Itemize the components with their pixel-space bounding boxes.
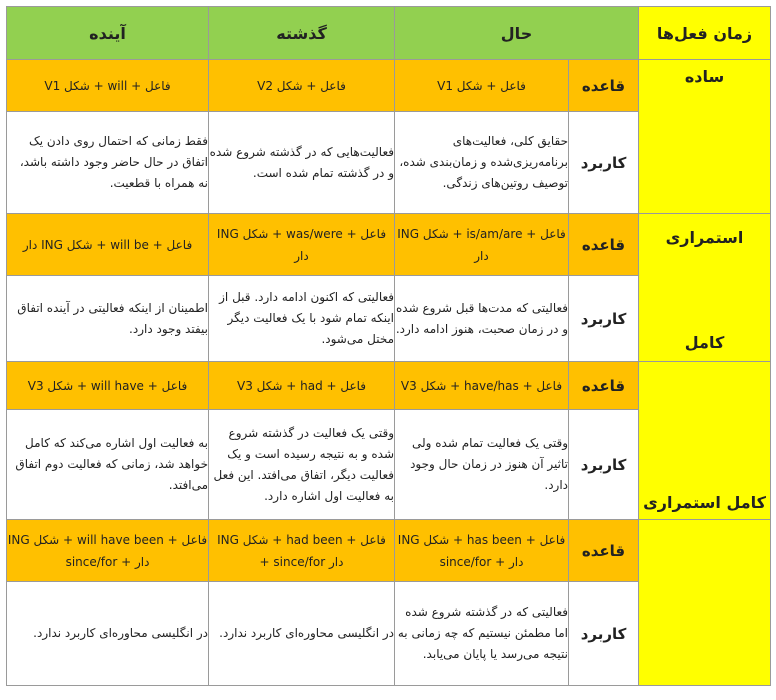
future-rule: فاعل + will have been + شکل ING دار + since/for: [7, 520, 209, 582]
rule-label: قاعده: [569, 60, 639, 112]
rule-label: قاعده: [569, 362, 639, 410]
rule-label: قاعده: [569, 520, 639, 582]
past-usage: فعالیتی که اکنون ادامه دارد. قبل از اینکه تمام شود با یک فعالیت دیگر مختل می‌شود.: [209, 276, 395, 362]
future-rule: فاعل + will have + شکل V3: [7, 362, 209, 410]
present-usage: وقتی یک فعالیت تمام شده ولی تاثیر آن هنوز در زمان حال وجود دارد.: [395, 410, 569, 520]
tenses-table: [6, 6, 771, 686]
tense-label: ساده: [684, 66, 725, 86]
present-usage: حقایق کلی، فعالیت‌های برنامه‌ریزی‌شده و زمان‌بندی شده، توصیف روتین‌های زندگی.: [395, 112, 569, 214]
header-row: [7, 7, 771, 60]
present-rule: فاعل + have/has + شکل V3: [395, 362, 569, 410]
future-rule: فاعل + will be + شکل ING دار: [7, 214, 209, 276]
header-past: گذشته: [209, 7, 395, 60]
present-rule: فاعل + has been + شکل ING دار + since/for: [395, 520, 569, 582]
present-usage: فعالیتی که در گذشته شروع شده اما مطمئن نیستیم که چه زمانی به نتیجه می‌رسد یا پایان می‌یابد.: [395, 582, 569, 686]
rule-row-perfect: [7, 362, 771, 410]
rule-row-simple: [7, 60, 771, 112]
rule-row-continuous: [7, 214, 771, 276]
usage-label: کاربرد: [569, 276, 639, 362]
header-tense-col: زمان فعل‌ها: [639, 7, 771, 60]
rule-row-perfect-continuous: [7, 520, 771, 582]
past-rule: فاعل + was/were + شکل ING دار: [209, 214, 395, 276]
future-rule: فاعل + will + شکل V1: [7, 60, 209, 112]
usage-label: کاربرد: [569, 410, 639, 520]
future-usage: اطمینان از اینکه فعالیتی در آینده اتفاق بیفتد وجود دارد.: [7, 276, 209, 362]
future-usage: در انگلیسی محاوره‌ای کاربرد ندارد.: [7, 582, 209, 686]
tense-perfect-continuous: [639, 492, 771, 686]
rule-label: قاعده: [569, 214, 639, 276]
past-usage: وقتی یک فعالیت در گذشته شروع شده و به نتیجه رسیده است و یک فعالیت دیگر، اتفاق می‌افتد. این فعل به فعالیت اول اشاره دارد.: [209, 410, 395, 520]
header-present: حال: [395, 7, 639, 60]
usage-label: کاربرد: [569, 582, 639, 686]
future-usage: به فعالیت اول اشاره می‌کند که کامل خواهد شد، زمانی که فعالیت دوم اتفاق می‌افتد.: [7, 410, 209, 520]
present-usage: فعالیتی که مدت‌ها قبل شروع شده و در زمان صحبت، هنوز ادامه دارد.: [395, 276, 569, 362]
past-rule: فاعل + شکل V2: [209, 60, 395, 112]
past-usage: فعالیت‌هایی که در گذشته شروع شده و در گذشته تمام شده است.: [209, 112, 395, 214]
past-rule: فاعل + had + شکل V3: [209, 362, 395, 410]
present-rule: فاعل + شکل V1: [395, 60, 569, 112]
usage-label: کاربرد: [569, 112, 639, 214]
past-usage: در انگلیسی محاوره‌ای کاربرد ندارد.: [209, 582, 395, 686]
tense-label: استمراری: [665, 227, 744, 247]
tense-label: کامل: [684, 332, 725, 352]
past-rule: فاعل + had been + شکل ING دار since/for +: [209, 520, 395, 582]
tense-simple: [639, 60, 771, 214]
present-rule: فاعل + is/am/are + شکل ING دار: [395, 214, 569, 276]
tense-label: کامل استمراری: [643, 492, 766, 512]
future-usage: فقط زمانی که احتمال روی دادن یک اتفاق در حال حاضر وجود داشته باشد، نه همراه با قطعیت.: [7, 112, 209, 214]
header-future: آینده: [7, 7, 209, 60]
